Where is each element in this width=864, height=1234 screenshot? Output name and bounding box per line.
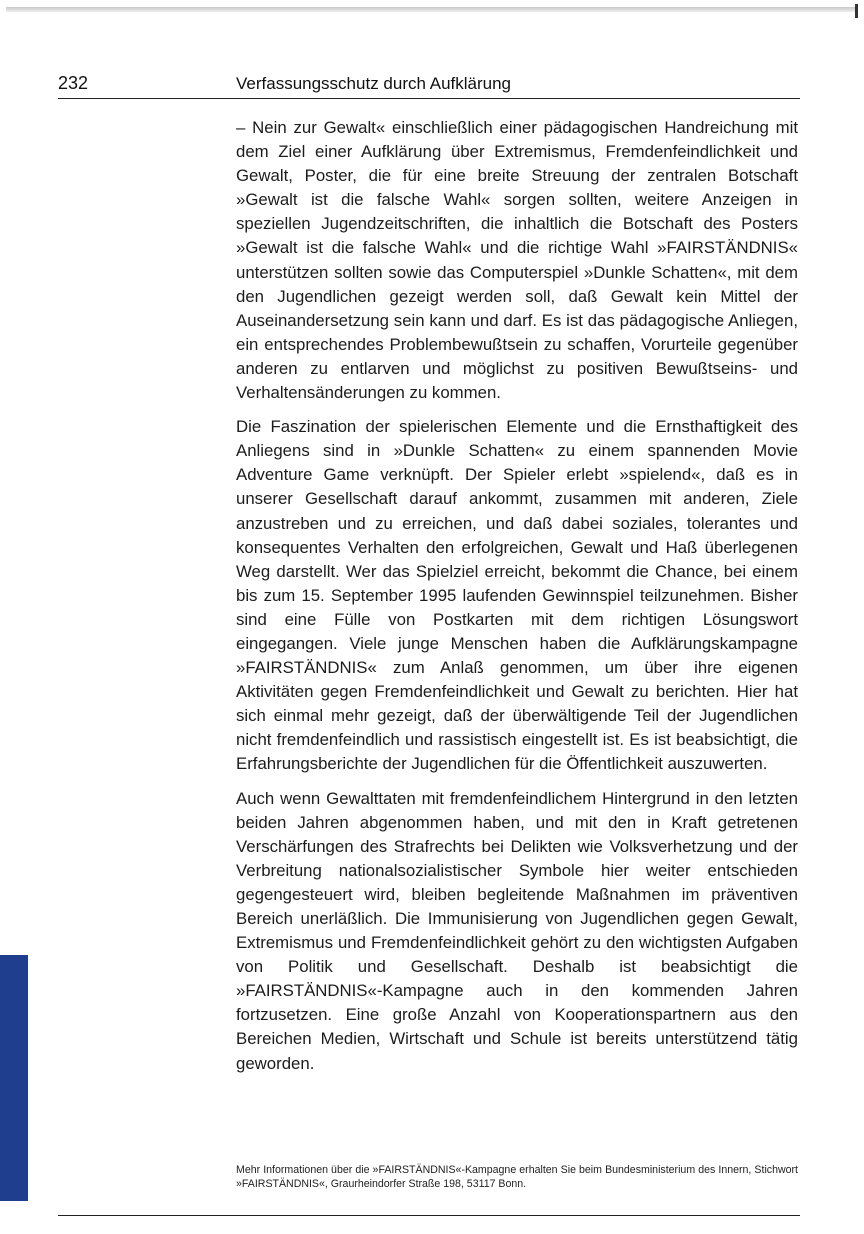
header-rule xyxy=(58,98,800,99)
footer-rule xyxy=(58,1215,800,1216)
footnote: Mehr Informationen über die »FAIRSTÄNDNIS«-Kampagne erhalten Sie beim Bundesministerium des Innern, Stichwort »FAIRSTÄNDNIS«, Graurheindorfer Straße 198, 53117 Bonn. xyxy=(236,1164,798,1190)
corner-crop-mark xyxy=(855,4,858,18)
running-title: Verfassungsschutz durch Aufklärung xyxy=(236,74,511,93)
page-number: 232 xyxy=(58,73,89,93)
top-scan-rule xyxy=(6,7,856,12)
paragraph: – Nein zur Gewalt« einschließlich einer pädagogischen Handreichung mit dem Ziel einer Aufklärung über Extremismus, Fremdenfeindlichkeit und Gewalt, Poster, die für eine breite Streuung der zentralen Botschaft »Gewalt ist die falsche Wahl« sorgen sollten, weitere Anzeigen in speziellen Jugendzeitschriften, die inhaltlich die Botschaft des Posters »Gewalt ist die falsche Wahl« und die richtige Wahl »FAIRSTÄNDNIS« unterstützen sollten sowie das Computerspiel »Dunkle Schatten«, mit dem den Jugendlichen gezeigt werden soll, daß Gewalt kein Mittel der Auseinandersetzung sein kann und darf. Es ist das pädagogische Anliegen, ein entsprechendes Problembewußtsein zu schaffen, Vorurteile gegenüber anderen zu entlarven und möglichst zu positiven Bewußtseins- und Verhaltensänderungen zu kommen. xyxy=(236,118,798,403)
body-text xyxy=(236,116,798,1086)
paragraph: Auch wenn Gewalttaten mit fremdenfeindlichem Hintergrund in den letzten beiden Jahren abgenommen haben, und mit den in Kraft getretenen Verschärfungen des Strafrechts bei Delikten wie Volksverhetzung und der Verbreitung nationalsozialistischer Symbole hier weiter entschieden gegengesteuert wird, bleiben begleitende Maßnahmen im präventiven Bereich unerläßlich. Die Immunisierung von Jugendlichen gegen Gewalt, Extremismus und Fremdenfeindlichkeit gehört zu den wichtigsten Aufgaben von Politik und Gesellschaft. Deshalb ist beabsichtigt die »FAIRSTÄNDNIS«-Kampagne auch in den kommenden Jahren fortzusetzen. Eine große Anzahl von Kooperationspartnern aus den Bereichen Medien, Wirtschaft und Schule ist bereits unterstützend tätig geworden. xyxy=(236,788,798,1073)
paragraph: Die Faszination der spielerischen Elemente und die Ernsthaftigkeit des Anliegens sind in »Dunkle Schatten« zu einem spannenden Movie Adventure Game verknüpft. Der Spieler erlebt »spielend«, daß es in unserer Gesellschaft darauf ankommt, zusammen mit anderen, Ziele anzustreben und zu erreichen, und daß dabei soziales, tolerantes und konsequentes Verhalten den erfolgreichen, Gewalt und Haß überlegenen Weg darstellt. Wer das Spielziel erreicht, bekommt die Chance, bei einem bis zum 15. September 1995 laufenden Gewinnspiel teilzunehmen. Bisher sind eine Fülle von Postkarten mit dem richtigen Lösungswort eingegangen. Viele junge Menschen haben die Aufklärungskampagne »FAIRSTÄNDNIS« zum Anlaß genommen, um über ihre eigenen Aktivitäten gegen Fremdenfeindlichkeit und Gewalt zu berichten. Hier hat sich einmal mehr gezeigt, daß der überwältigende Teil der Jugendlichen nicht fremdenfeindlich und rassistisch eingestellt ist. Es ist beabsichtigt, die Erfahrungsberichte der Jugendlichen für die Öffentlichkeit auszuwerten. xyxy=(236,417,798,774)
chapter-side-tab xyxy=(0,955,28,1201)
